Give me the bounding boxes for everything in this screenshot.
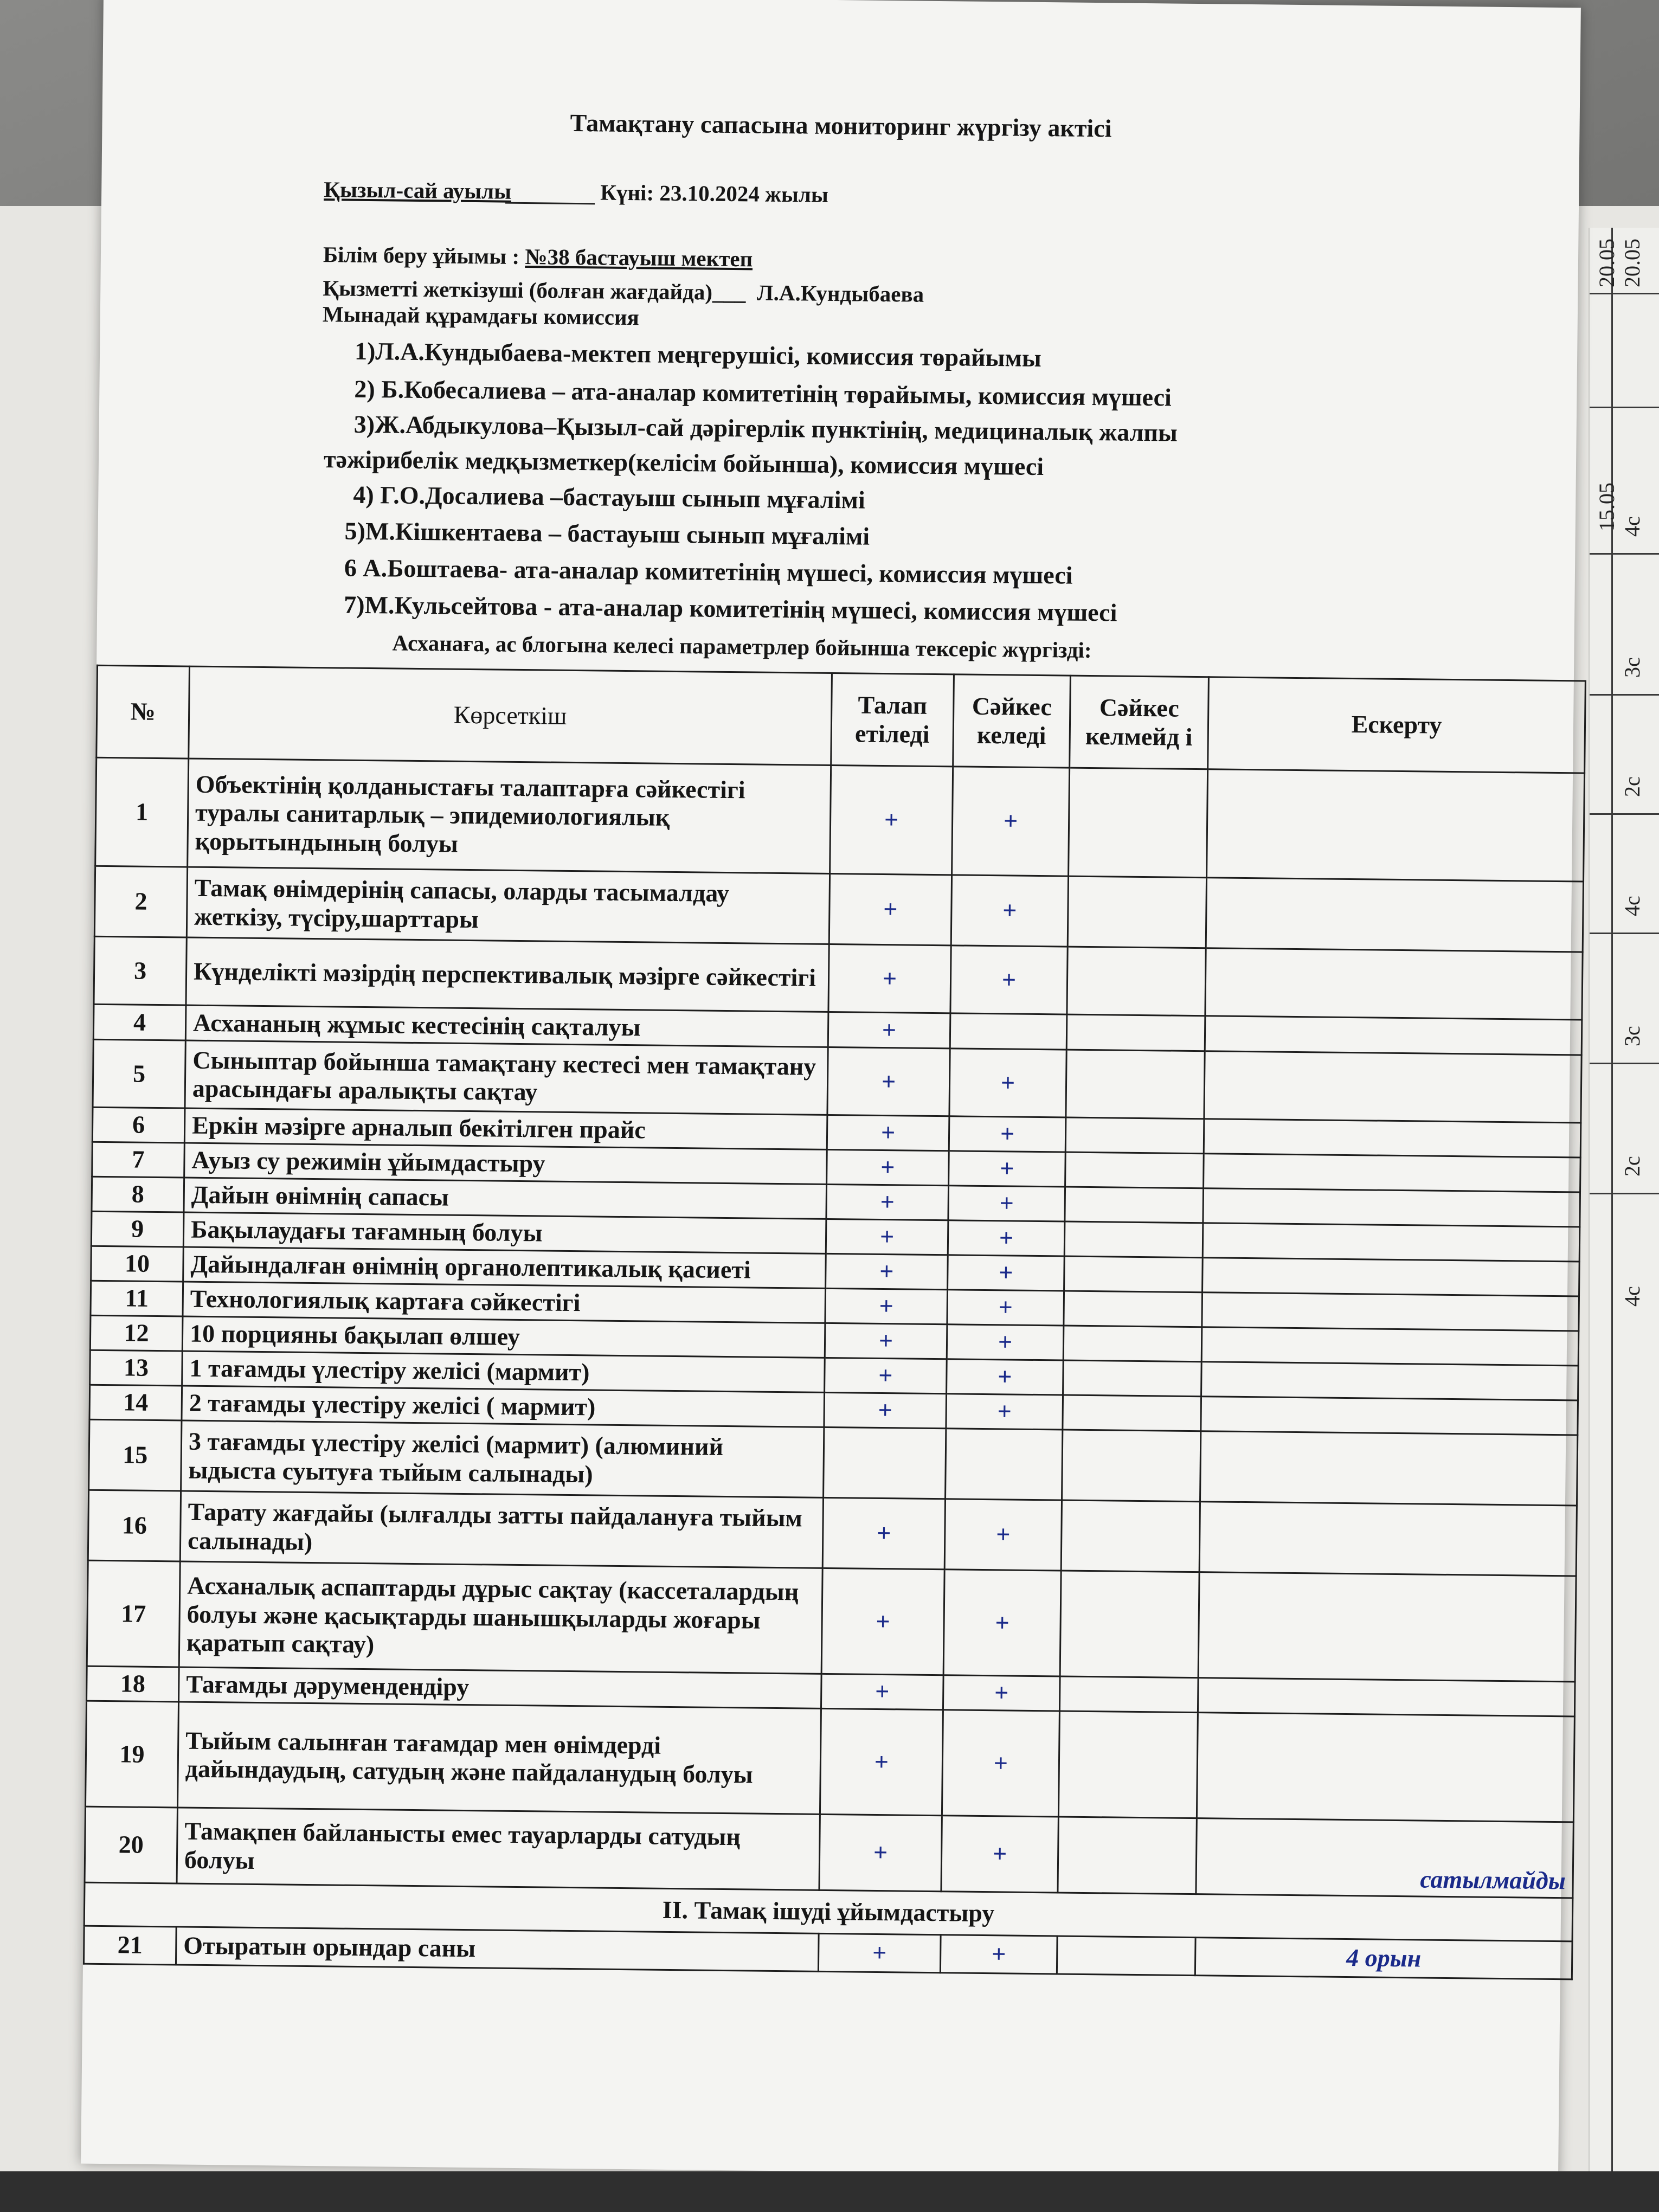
row-note <box>1199 1502 1577 1576</box>
noncompliant-mark <box>1063 1395 1201 1431</box>
required-mark: + <box>828 944 951 1013</box>
header-indicator: Көрсеткіш <box>189 666 832 765</box>
row-indicator: 10 порцияны бақылап өлшеу <box>182 1316 825 1358</box>
noncompliant-mark <box>1063 1326 1202 1362</box>
row-note <box>1201 1362 1579 1400</box>
row-num: 11 <box>91 1281 183 1316</box>
noncompliant-mark <box>1064 1291 1203 1327</box>
noncompliant-mark <box>1061 1500 1200 1572</box>
row-note <box>1205 948 1583 1020</box>
row-indicator: Тыйым салынған тағамдар мен өнімдерді дайындаудың, сатудың және пайдаланудың болуы <box>177 1702 821 1814</box>
row-note <box>1204 1051 1581 1123</box>
compliant-mark: + <box>940 1935 1057 1974</box>
row-indicator: Асхананың жұмыс кестесінің сақталуы <box>185 1005 828 1047</box>
row-indicator: Тағамды дәрумендендіру <box>179 1667 822 1708</box>
row-num: 7 <box>92 1142 185 1178</box>
commission-member: 5)М.Кішкентаева – бастауыш сынып мұғалімі <box>344 517 870 550</box>
row-indicator: Объектінің қолданыстағы талаптарға сәйкестігі туралы санитарлық – эпидемиологиялық қорытындының болуы <box>188 758 831 873</box>
noncompliant-mark <box>1058 1817 1197 1894</box>
row-num: 13 <box>90 1350 183 1386</box>
row-num: 17 <box>87 1560 180 1667</box>
row-indicator: Тарату жағдайы (ылғалды затты пайдалануға тыйым салынады) <box>180 1491 823 1568</box>
row-note <box>1202 1293 1579 1331</box>
row-num: 5 <box>93 1039 185 1108</box>
header-compliant: Сәйкес келеді <box>953 674 1071 768</box>
compliant-mark: + <box>943 1570 1061 1676</box>
row-num: 16 <box>88 1490 181 1561</box>
inspection-intro: Асханаға, ас блогына келесі параметрлер бойынша тексеріс жүргізді: <box>392 630 1092 663</box>
noncompliant-mark <box>1066 1014 1205 1051</box>
compliant-mark: + <box>944 1499 1062 1571</box>
required-mark: + <box>821 1674 943 1709</box>
side-cell: 20.05 <box>1594 239 1619 287</box>
row-num: 14 <box>89 1385 182 1420</box>
compliant-mark: + <box>941 1816 1058 1893</box>
header-required: Талап етіледі <box>831 673 954 766</box>
side-cell: 3с <box>1620 1026 1644 1046</box>
noncompliant-mark <box>1067 947 1206 1016</box>
side-cell: 15.05 <box>1594 483 1619 531</box>
required-mark: + <box>826 1219 948 1255</box>
required-mark: + <box>821 1568 944 1675</box>
row-note: сатылмайды <box>1196 1818 1573 1898</box>
row-indicator: Асханалық аспаптарды дұрыс сақтау (кассеталардың болуы және қасықтарды шанышқыларды жоғары қаратып сақтау) <box>179 1561 822 1674</box>
row-note <box>1206 878 1583 952</box>
row-note <box>1204 1119 1581 1158</box>
row-note <box>1198 1678 1575 1716</box>
row-indicator: Тамақ өнімдерінің сапасы, оларды тасымалдау жеткізу, түсіру,шарттары <box>187 867 829 944</box>
org-name: №38 бастауыш мектеп <box>525 244 753 272</box>
compliant-mark: + <box>943 1675 1060 1711</box>
act-date: Күні: 23.10.2024 жылы <box>600 179 829 207</box>
side-cell: 3с <box>1620 657 1644 678</box>
noncompliant-mark <box>1065 1187 1204 1223</box>
noncompliant-mark <box>1065 1117 1204 1154</box>
compliant-mark: + <box>948 1186 1065 1221</box>
compliant-mark: + <box>952 767 1070 876</box>
compliant-mark: + <box>949 1116 1066 1152</box>
village-label: Қызыл-сай ауылы <box>324 177 512 204</box>
row-num: 15 <box>89 1419 182 1491</box>
row-note <box>1203 1223 1580 1262</box>
noncompliant-mark <box>1064 1221 1203 1258</box>
compliant-mark: + <box>947 1359 1064 1395</box>
row-indicator: 2 тағамды үлестіру желісі ( мармит) <box>182 1386 825 1427</box>
row-note <box>1201 1327 1579 1366</box>
village-underline <box>505 178 595 205</box>
row-note <box>1205 1016 1582 1055</box>
commission-member: 2) Б.Кобесалиева – ата-аналар комитетінің төрайымы, комиссия мүшесі <box>354 375 1172 411</box>
noncompliant-mark <box>1058 1711 1198 1818</box>
table-row <box>87 1560 1576 1682</box>
required-mark: + <box>820 1708 943 1815</box>
supplier-name: Л.А.Кундыбаева <box>756 280 924 307</box>
act-document <box>81 0 1581 2179</box>
commission-member: тәжірибелік медқызметкер(келісім бойынша), комиссия мүшесі <box>323 445 1044 481</box>
noncompliant-mark <box>1063 1360 1202 1397</box>
row-note: 4 орын <box>1195 1938 1572 1979</box>
side-cell: 2с <box>1620 776 1644 797</box>
compliant-mark: + <box>948 1255 1065 1291</box>
section-title: ІІ. Тамақ ішуді ұйымдастыру <box>84 1882 1573 1941</box>
inspection-table <box>83 665 1586 1980</box>
header-noncompliant: Сәйкес келмейд і <box>1070 676 1209 769</box>
row-indicator: Бақылаудағы тағамның болуы <box>183 1212 826 1253</box>
noncompliant-mark <box>1069 768 1208 878</box>
required-mark: + <box>830 765 953 874</box>
compliant-mark: + <box>946 1394 1063 1430</box>
row-num: 3 <box>94 936 187 1005</box>
row-indicator: Күнделікті мәзірдің перспективалық мәзірге сәйкестігі <box>186 937 829 1012</box>
commission-intro: Мынадай құрамдағы комиссия <box>322 301 640 330</box>
row-num: 2 <box>94 866 187 937</box>
noncompliant-mark <box>1066 1050 1205 1119</box>
compliant-mark: + <box>947 1290 1064 1326</box>
noncompliant-mark <box>1057 1936 1195 1976</box>
required-mark: + <box>819 1814 942 1891</box>
row-note <box>1201 1397 1578 1435</box>
row-indicator: Тамақпен байланысты емес тауарларды сатудың болуы <box>177 1808 820 1890</box>
required-mark: + <box>825 1288 948 1324</box>
row-indicator: 1 тағамды үлестіру желісі (мармит) <box>182 1351 825 1392</box>
header-num: № <box>97 665 190 758</box>
required-mark: + <box>827 1047 950 1116</box>
row-note <box>1203 1258 1580 1296</box>
commission-member: 7)М.Кульсейтова - ата-аналар комитетінің мүшесі, комиссия мүшесі <box>343 590 1117 627</box>
compliant-mark <box>950 1013 1067 1050</box>
commission-member: 6 А.Боштаева- ата-аналар комитетінің мүшесі, комиссия мүшесі <box>344 554 1073 589</box>
compliant-mark <box>946 1429 1063 1500</box>
row-indicator: Дайындалған өнімнің органолептикалық қасиеті <box>183 1247 826 1288</box>
document-title: Тамақтану сапасына мониторинг жүргізу актісі <box>570 108 1112 143</box>
row-indicator: Еркін мәзірге арналып бекітілген прайс <box>184 1108 827 1149</box>
compliant-mark: + <box>950 946 1068 1014</box>
required-mark: + <box>818 1933 941 1972</box>
compliant-mark: + <box>951 875 1068 947</box>
commission-member: 1)Л.А.Кундыбаева-мектеп меңгерушісі, комиссия төрайымы <box>354 337 1042 372</box>
noncompliant-mark <box>1062 1430 1201 1502</box>
required-mark: + <box>826 1253 948 1289</box>
row-num: 18 <box>87 1666 179 1702</box>
required-mark: + <box>829 873 951 945</box>
row-indicator: Ауыз су режимін ұйымдастыру <box>184 1143 827 1184</box>
side-sheet <box>1589 228 1659 2207</box>
row-note <box>1204 1154 1581 1192</box>
row-num: 20 <box>85 1806 177 1883</box>
supplier-label: Қызметті жеткізуші (болған жағдайда)___ <box>323 275 746 305</box>
row-num: 10 <box>91 1246 184 1282</box>
row-indicator: Сыныптар бойынша тамақтану кестесі мен тамақтану арасындағы аралықты сақтау <box>185 1040 828 1115</box>
side-cell: 4с <box>1620 896 1644 916</box>
row-num: 9 <box>91 1211 184 1247</box>
required-mark: + <box>825 1323 947 1359</box>
side-cell: 4с <box>1620 516 1644 537</box>
required-mark: + <box>828 1012 950 1048</box>
row-num: 4 <box>93 1004 186 1040</box>
compliant-mark: + <box>949 1049 1066 1117</box>
row-note <box>1203 1188 1580 1227</box>
row-num: 19 <box>86 1701 179 1808</box>
compliant-mark: + <box>947 1324 1064 1360</box>
side-cell: 4с <box>1620 1286 1644 1307</box>
bottom-shadow <box>0 2171 1659 2212</box>
required-mark: + <box>825 1358 947 1393</box>
required-mark: + <box>827 1149 949 1185</box>
required-mark: + <box>824 1392 947 1428</box>
compliant-mark: + <box>949 1151 1066 1187</box>
header-note: Ескерту <box>1208 677 1586 773</box>
row-note <box>1207 769 1585 882</box>
noncompliant-mark <box>1059 1676 1198 1713</box>
row-indicator: Отыратын орындар саны <box>176 1927 819 1971</box>
noncompliant-mark <box>1068 876 1206 948</box>
side-cell: 2с <box>1620 1156 1644 1176</box>
table-row <box>95 757 1585 882</box>
noncompliant-mark <box>1064 1256 1203 1293</box>
side-cell: 20.05 <box>1620 239 1644 287</box>
row-num: 6 <box>92 1107 185 1143</box>
row-indicator: 3 тағамды үлестіру желісі (мармит) (алюминий ыдыста суытуға тыйым салынады) <box>181 1420 824 1497</box>
org-row <box>323 241 753 272</box>
noncompliant-mark <box>1065 1152 1204 1188</box>
org-label: Білім беру ұйымы : <box>323 242 525 269</box>
row-indicator: Дайын өнімнің сапасы <box>184 1178 827 1219</box>
commission-member: 3)Ж.Абдыкулова–Қызыл-сай дәрігерлік пунктінің, медициналық жалпы <box>353 410 1178 447</box>
required-mark: + <box>826 1184 949 1220</box>
required-mark: + <box>822 1497 945 1569</box>
row-indicator: Технологиялық картаға сәйкестігі <box>183 1282 826 1323</box>
row-num: 21 <box>83 1926 176 1965</box>
row-num: 12 <box>90 1315 183 1351</box>
compliant-mark: + <box>942 1710 1059 1817</box>
commission-member: 4) Г.О.Досалиева –бастауыш сынып мұғалімі <box>353 480 865 514</box>
row-num: 8 <box>92 1176 184 1212</box>
required-mark: + <box>827 1115 949 1150</box>
compliant-mark: + <box>948 1220 1065 1256</box>
noncompliant-mark <box>1060 1571 1199 1678</box>
table-row <box>86 1701 1575 1822</box>
required-mark <box>824 1427 946 1499</box>
row-note <box>1198 1572 1576 1682</box>
row-note <box>1197 1713 1574 1822</box>
row-num: 1 <box>95 757 189 867</box>
row-note <box>1200 1431 1578 1506</box>
